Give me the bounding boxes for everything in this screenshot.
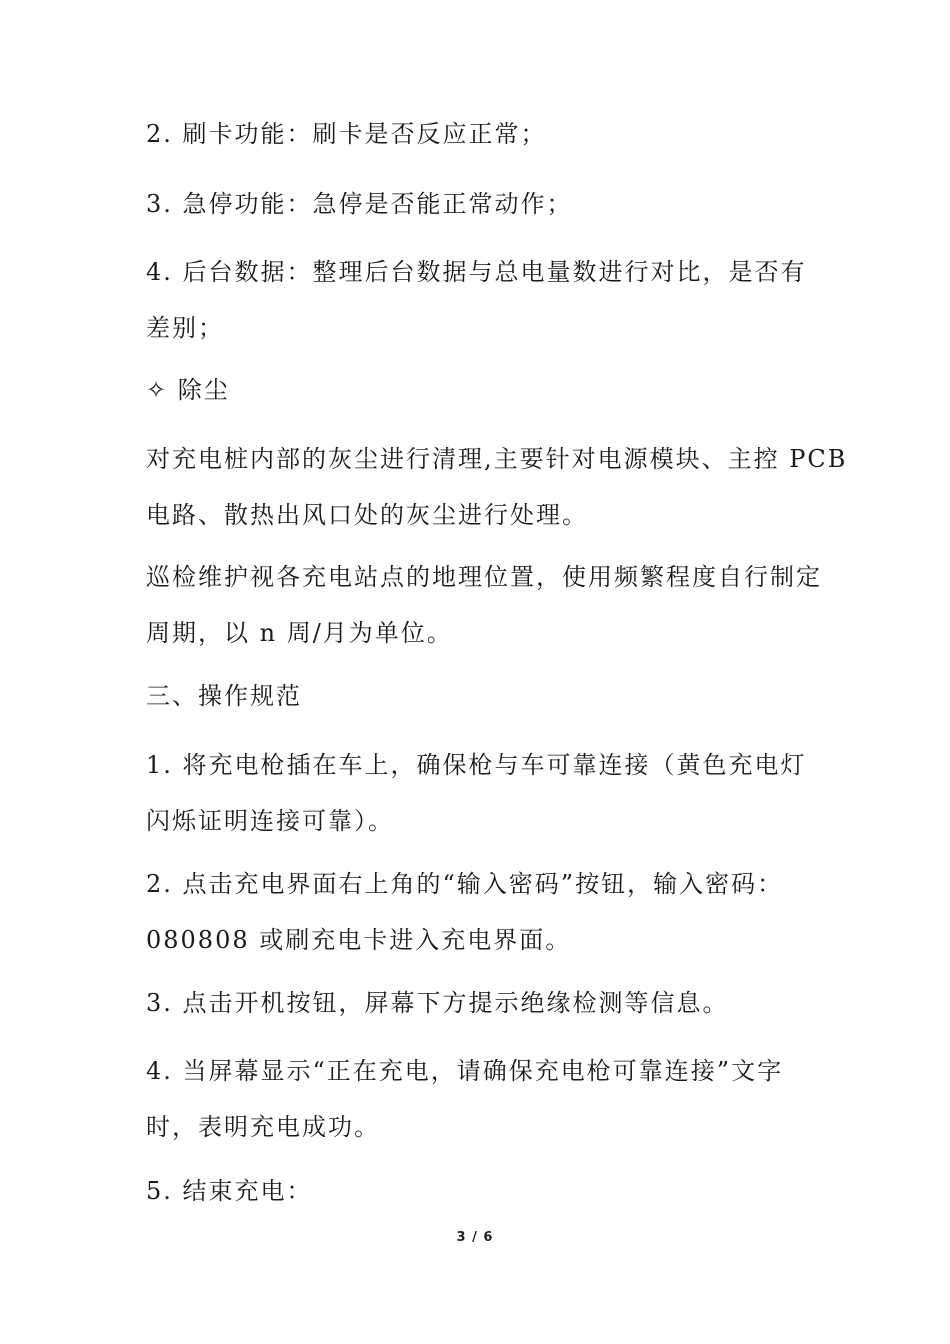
text-line: 对充电桩内部的灰尘进行清理,主要针对电源模块、主控 PCB bbox=[146, 445, 848, 473]
text-line: 周期，以 n 周/月为单位。 bbox=[146, 619, 453, 647]
paragraph-step-1 bbox=[146, 737, 816, 849]
text-line: 2. 点击充电界面右上角的“输入密码”按钮，输入密码： bbox=[146, 870, 784, 898]
text-line: 080808 或刷充电卡进入充电界面。 bbox=[146, 926, 572, 954]
text-line: ✧ 除尘 bbox=[146, 376, 230, 404]
section-heading-dust-removal bbox=[146, 362, 816, 418]
text-line: 5. 结束充电： bbox=[146, 1177, 313, 1205]
text-line: 2. 刷卡功能：刷卡是否反应正常； bbox=[146, 120, 547, 148]
text-line: 时，表明充电成功。 bbox=[146, 1113, 380, 1141]
paragraph-inspection-cycle bbox=[146, 549, 822, 661]
text-line: 3. 急停功能：急停是否能正常动作； bbox=[146, 190, 573, 218]
section-heading-operation-spec bbox=[146, 668, 816, 724]
text-line: 1. 将充电枪插在车上，确保枪与车可靠连接（黄色充电灯 bbox=[146, 751, 807, 779]
page-number: 3 / 6 bbox=[456, 1230, 494, 1245]
text-line: 电路、散热出风口处的灰尘进行处理。 bbox=[146, 501, 588, 529]
paragraph-backend-data-check bbox=[146, 244, 816, 356]
text-line: 闪烁证明连接可靠）。 bbox=[146, 807, 394, 835]
text-line: 差别； bbox=[146, 314, 224, 342]
text-line: 4. 当屏幕显示“正在充电，请确保充电枪可靠连接”文字 bbox=[146, 1057, 784, 1085]
paragraph-step-4 bbox=[146, 1043, 816, 1155]
paragraph-dust-removal bbox=[146, 431, 848, 543]
text-line: 3. 点击开机按钮，屏幕下方提示绝缘检测等信息。 bbox=[146, 989, 729, 1017]
paragraph-step-3 bbox=[146, 975, 816, 1031]
text-line: 4. 后台数据：整理后台数据与总电量数进行对比，是否有 bbox=[146, 258, 807, 286]
paragraph-step-5 bbox=[146, 1163, 816, 1219]
text-line: 巡检维护视各充电站点的地理位置，使用频繁程度自行制定 bbox=[146, 563, 822, 591]
paragraph-step-2 bbox=[146, 856, 816, 968]
text-line: 三、操作规范 bbox=[146, 682, 302, 710]
paragraph-emergency-stop-check bbox=[146, 176, 816, 232]
paragraph-card-swipe-check bbox=[146, 106, 816, 162]
